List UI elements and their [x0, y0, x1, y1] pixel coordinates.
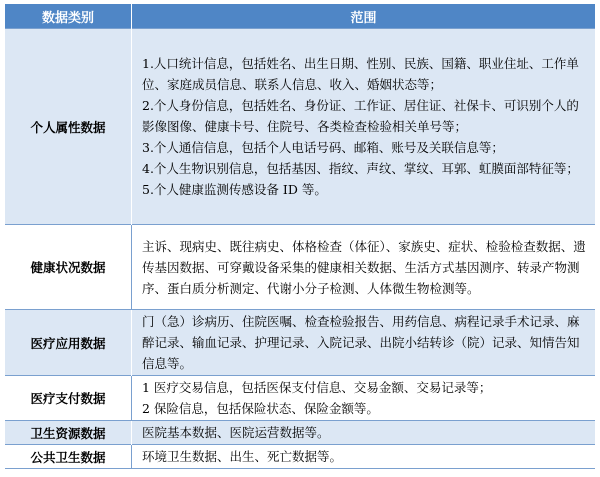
table-row	[5, 225, 595, 310]
category-cell: 医疗应用数据	[5, 310, 132, 376]
scope-cell	[132, 310, 596, 376]
category-cell: 卫生资源数据	[5, 421, 132, 445]
category-cell: 医疗支付数据	[5, 376, 132, 421]
scope-line: 主诉、现病史、既往病史、体格检查（体征）、家族史、症状、检验检查数据、遗传基因数据、可穿戴设备采集的健康相关数据、生活方式基因测序、转录产物测序、蛋白质分析测定、代谢小分子检测、人体微生物检测等。	[142, 238, 586, 296]
table-row	[5, 376, 595, 421]
category-cell: 个人属性数据	[5, 29, 132, 225]
header-scope: 范围	[132, 4, 596, 29]
category-cell: 公共卫生数据	[5, 445, 132, 469]
scope-cell	[132, 225, 596, 310]
table-row	[5, 445, 595, 469]
scope-cell	[132, 29, 596, 225]
header-category: 数据类别	[5, 4, 132, 29]
data-category-table	[5, 4, 595, 469]
scope-cell	[132, 421, 596, 445]
scope-line: 5.个人健康监测传感设备 ID 等。	[142, 182, 327, 197]
scope-line: 1 医疗交易信息，包括医保支付信息、交易金额、交易记录等；	[142, 380, 492, 395]
scope-line: 4.个人生物识别信息，包括基因、指纹、声纹、掌纹、耳郭、虹膜面部特征等；	[142, 161, 579, 176]
scope-line: 1.人口统计信息，包括姓名、出生日期、性别、民族、国籍、职业住址、工作单位、家庭成员信息、联系人信息、收入、婚姻状态等；	[142, 56, 579, 92]
scope-line: 环境卫生数据、出生、死亡数据等。	[142, 449, 343, 464]
scope-line: 2 保险信息，包括保险状态、保险金额等。	[142, 401, 379, 416]
scope-line: 3.个人通信信息，包括个人电话号码、邮箱、账号及关联信息等；	[142, 140, 504, 155]
header-row	[5, 4, 595, 29]
scope-cell	[132, 376, 596, 421]
scope-cell	[132, 445, 596, 469]
table-row	[5, 310, 595, 376]
category-cell: 健康状况数据	[5, 225, 132, 310]
table-row	[5, 421, 595, 445]
scope-line: 门（急）诊病历、住院医嘱、检查检验报告、用药信息、病程记录手术记录、麻醉记录、输血记录、护理记录、入院记录、出院小结转诊（院）记录、知情告知信息等。	[142, 314, 580, 371]
scope-line: 2.个人身份信息，包括姓名、身份证、工作证、居住证、社保卡、可识别个人的影像图像、健康卡号、住院号、各类检查检验相关单号等；	[142, 98, 579, 134]
scope-line: 医院基本数据、医院运营数据等。	[142, 425, 330, 440]
table-row	[5, 29, 595, 225]
